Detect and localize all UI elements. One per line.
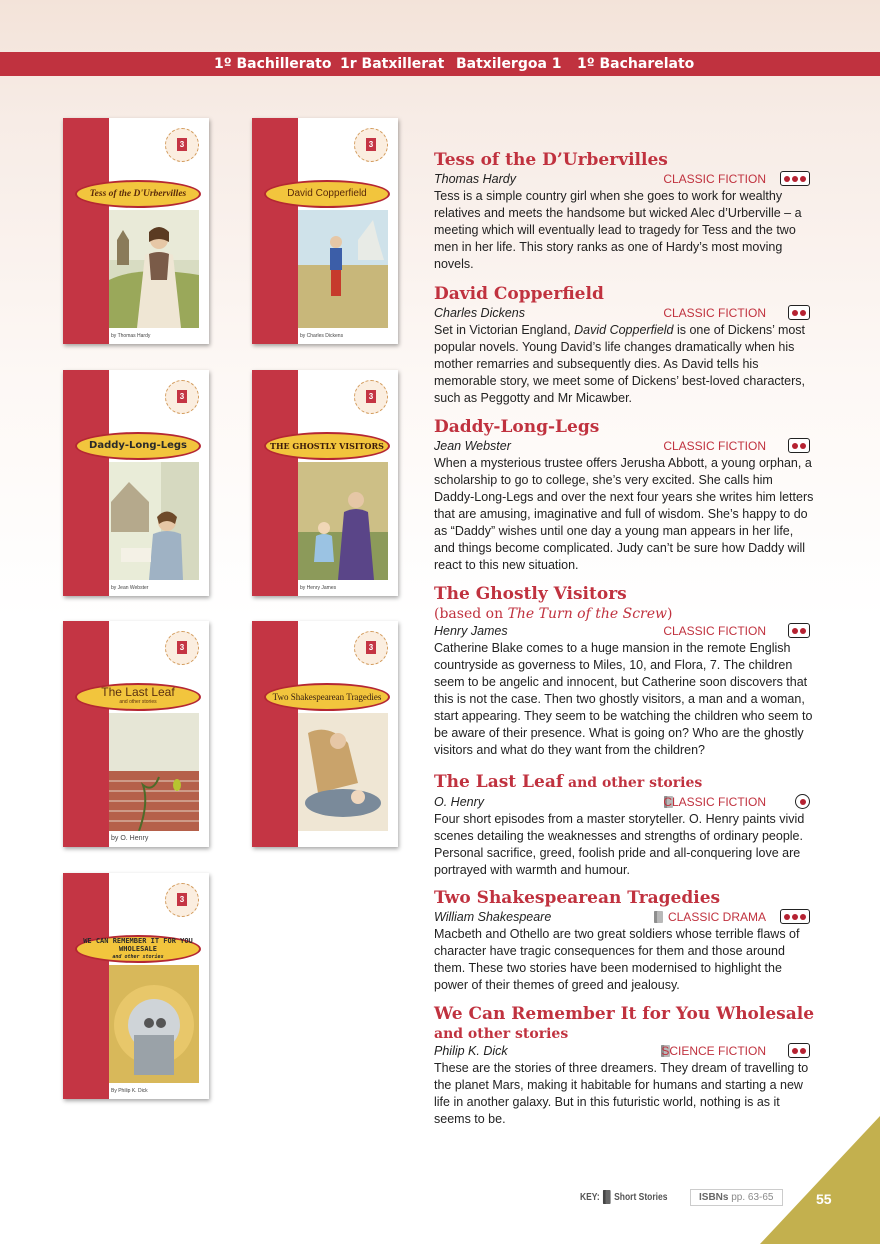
cover-title: The Last Leaf and other stories — [75, 683, 201, 711]
level-seal-icon: 3 — [354, 631, 388, 665]
book-entry — [434, 583, 816, 759]
book-author: Charles Dickens — [434, 306, 526, 320]
book-title: The Last Leaf and other stories — [434, 772, 703, 792]
level-seal-icon: 3 — [165, 631, 199, 665]
cover-spine — [63, 873, 109, 1099]
cover-illustration — [298, 462, 388, 580]
difficulty-dots-icon — [788, 623, 810, 638]
book-cover-tess[interactable] — [63, 118, 209, 344]
cover-title: THE GHOSTLY VISITORS — [264, 432, 390, 460]
cover-spine — [252, 621, 298, 847]
cover-illustration — [109, 210, 199, 328]
book-cover-two-shakespearean-tragedies[interactable] — [252, 621, 398, 847]
book-meta — [434, 794, 816, 811]
level-seal-icon: 3 — [354, 380, 388, 414]
level-banner — [0, 52, 880, 76]
book-meta — [434, 438, 816, 455]
book-author: Philip K. Dick — [434, 1044, 508, 1058]
book-author: Thomas Hardy — [434, 172, 516, 186]
book-title: Two Shakespearean Tragedies — [434, 888, 721, 908]
level-seal-icon: 3 — [165, 128, 199, 162]
difficulty-dots-icon — [788, 438, 810, 453]
book-title: The Ghostly Visitors — [434, 584, 627, 604]
level-label: 1º Bachillerato — [214, 56, 332, 72]
difficulty-dots-icon — [788, 305, 810, 320]
cover-illustration — [298, 713, 388, 831]
book-entry — [434, 283, 816, 407]
book-description: Tess is a simple country girl when she goes to work for wealthy relatives and meets the handsome but wicked Alec d’Urberville – a meeting which will eventually lead to tragedy for Tess and the two men in her life. This story ranks as one of Hardy’s most moving novels. — [434, 189, 802, 271]
level-seal-icon: 3 — [354, 128, 388, 162]
difficulty-dots-icon — [780, 171, 810, 186]
book-entry — [434, 149, 816, 273]
book-genre: SCIENCE FICTION — [661, 1044, 766, 1058]
book-meta — [434, 305, 816, 322]
cover-title: David Copperfield — [264, 180, 390, 208]
book-title: Daddy-Long-Legs — [434, 417, 600, 437]
level-seal-icon: 3 — [165, 380, 199, 414]
book-description: These are the stories of three dreamers. They dream of travelling to the planet Mars, making it habitable for humans and starting a new life in another galaxy. But in this futuristic world, nothing is as it seems to be. — [434, 1061, 809, 1126]
book-description: Set in Victorian England, David Copperfield is one of Dickens’ most popular novels. Young David’s life changes dramatically when his mother remarries and subsequently dies. As David tells his memorable story, we meet some of Dickens’ best-loved characters, such as Peggotty and Mr Micawber. — [434, 323, 806, 405]
difficulty-dots-icon — [788, 1043, 810, 1058]
book-meta — [434, 171, 816, 188]
book-subtitle: (based on The Turn of the Screw) — [434, 606, 673, 622]
cover-byline: by Jean Webster — [111, 585, 149, 591]
level-label: 1º Bacharelato — [577, 56, 695, 72]
cover-illustration — [109, 965, 199, 1083]
cover-title: Daddy-Long-Legs — [75, 432, 201, 460]
book-cover-last-leaf[interactable] — [63, 621, 209, 847]
short-stories-icon — [654, 911, 663, 923]
book-description: Four short episodes from a master storyteller. O. Henry paints vivid scenes detailing the weaknesses and strengths of ordinary people. Personal sacrifice, greed, foolish pride and all-conquering love are portrayed with warmth and humour. — [434, 812, 805, 877]
book-cover-daddy-long-legs[interactable] — [63, 370, 209, 596]
key-legend — [580, 1190, 668, 1204]
difficulty-dots-icon — [795, 794, 810, 809]
book-genre: CLASSIC FICTION — [663, 795, 766, 809]
cover-title: Tess of the D'Urbervilles — [75, 180, 201, 208]
book-cover-ghostly-visitors[interactable] — [252, 370, 398, 596]
cover-byline: by Henry James — [300, 585, 337, 591]
book-title: David Copperfield — [434, 284, 604, 304]
cover-spine — [63, 370, 109, 596]
book-genre: CLASSIC FICTION — [663, 172, 766, 186]
book-cover-david-copperfield[interactable] — [252, 118, 398, 344]
level-label: Batxilergoa 1 — [456, 56, 562, 72]
cover-spine — [252, 118, 298, 344]
key-text: Short Stories — [614, 1191, 668, 1203]
cover-byline: by O. Henry — [111, 835, 149, 842]
book-description: When a mysterious trustee offers Jerusha Abbott, a young orphan, a scholarship to go to college, she’s very excited. She calls him Daddy-Long-Legs and over the next four years she writes him letters that are amusing, imaginative and full of wisdom. She’s happy to do as “Daddy” wishes until one day a young man appears in her life, and things become complicated. Judy can’t be sure how Daddy will react to this new situation. — [434, 456, 814, 572]
level-label: 1r Batxillerat — [340, 56, 445, 72]
cover-spine — [252, 370, 298, 596]
book-genre: CLASSIC FICTION — [663, 624, 766, 638]
book-meta — [434, 909, 816, 926]
cover-illustration — [109, 462, 199, 580]
book-description: Macbeth and Othello are two great soldiers whose terrible flaws of character have tragic consequences for them and those around them. These two stories have been modernised to highlight the power of their themes of greed and jealousy. — [434, 927, 800, 992]
book-genre: CLASSIC FICTION — [663, 439, 766, 453]
book-author: Henry James — [434, 624, 508, 638]
book-subtitle: and other stories — [434, 1026, 569, 1042]
cover-spine — [63, 621, 109, 847]
book-entry — [434, 1003, 816, 1128]
cover-title: Two Shakespearean Tragedies — [264, 683, 390, 711]
book-genre: CLASSIC FICTION — [663, 306, 766, 320]
corner-triangle — [760, 1116, 880, 1244]
book-genre: CLASSIC DRAMA — [667, 910, 766, 924]
book-meta — [434, 623, 816, 640]
book-entry — [434, 887, 816, 994]
book-cover-we-can-remember[interactable] — [63, 873, 209, 1099]
book-title: Tess of the D’Urbervilles — [434, 150, 668, 170]
difficulty-dots-icon — [780, 909, 810, 924]
cover-title: WE CAN REMEMBER IT FOR YOU WHOLESALE and other stories — [75, 935, 201, 963]
book-author: Jean Webster — [434, 439, 511, 453]
book-entry — [434, 771, 816, 879]
short-stories-icon — [603, 1190, 611, 1204]
cover-illustration — [298, 210, 388, 328]
cover-byline: by Thomas Hardy — [111, 333, 151, 339]
book-meta — [434, 1043, 816, 1060]
page-number: 55 — [816, 1191, 832, 1207]
book-description: Catherine Blake comes to a huge mansion in the remote English countryside as governess to Miles, 10, and Flora, 7. The children seem to be angelic and innocent, but Catherine soon discovers that this is not the case. Then two ghostly visitors, a man and a woman, start appearing. They seem to be watching the children who seem to be aware of their presence. What is going on? Who are the ghostly visitors and what do they want from the children? — [434, 641, 813, 757]
book-entry — [434, 416, 816, 574]
book-author: O. Henry — [434, 795, 485, 809]
cover-spine — [63, 118, 109, 344]
book-title: We Can Remember It for You Wholesale — [434, 1004, 815, 1024]
isbn-reference: ISBNs pp. 63-65 — [690, 1189, 783, 1206]
book-author: William Shakespeare — [434, 910, 552, 924]
cover-illustration — [109, 713, 199, 831]
cover-byline: by Charles Dickens — [300, 333, 344, 339]
key-label: KEY: — [580, 1191, 600, 1203]
level-seal-icon: 3 — [165, 883, 199, 917]
cover-byline: By Philip K. Dick — [111, 1088, 148, 1094]
